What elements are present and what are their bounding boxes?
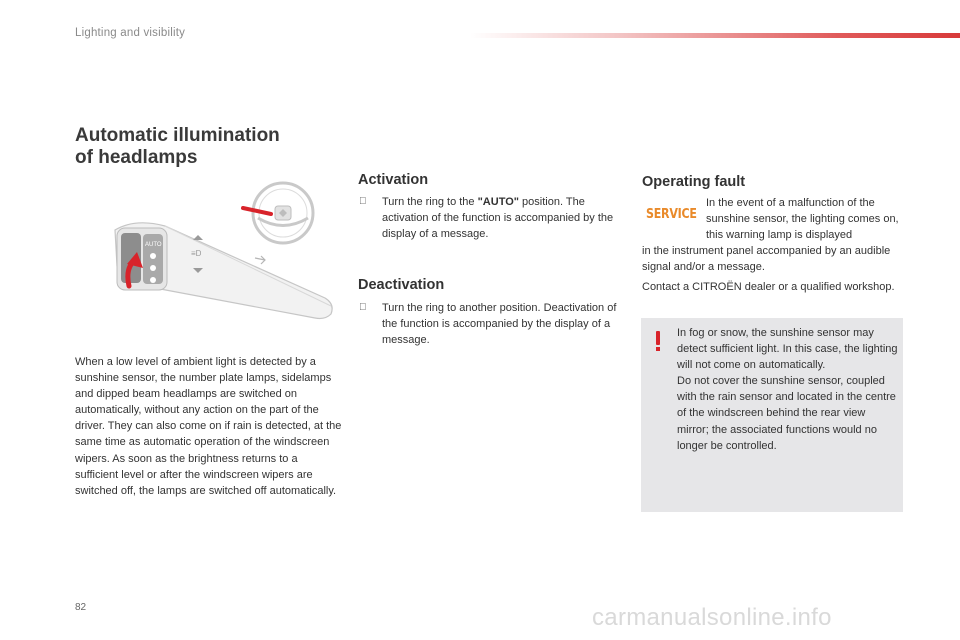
activation-heading: Activation — [358, 172, 429, 188]
bullet-marker-icon — [359, 300, 367, 316]
fault-text-cont: in the instrument panel accompanied by an audible signal and/or a message. — [642, 245, 891, 273]
page-title-line2: of headlamps — [75, 147, 198, 168]
auto-ring-label: AUTO — [145, 242, 162, 248]
activation-text — [382, 194, 622, 242]
fault-contact-text: Contact a CITROËN dealer or a qualified workshop. — [642, 281, 895, 293]
activation-text-after: position. The activation of the function is accompanied by the display of a message. — [382, 196, 614, 240]
page-title — [75, 125, 355, 169]
bullet-marker-icon — [359, 194, 367, 210]
activation-auto-label: "AUTO" — [477, 196, 519, 208]
note-paragraph-2: Do not cover the sunshine sensor, coupled with the rain sensor and located in the centre of the windscreen behind the rear view mirror; the associated functions would no longer be controlled. — [677, 375, 896, 452]
activation-text-before: Turn the ring to the — [382, 196, 478, 208]
note-paragraph-1: In fog or snow, the sunshine sensor may detect sufficient light. In this case, the lighting will not come on automatically. — [677, 327, 898, 372]
lighting-stalk-illustration — [95, 178, 340, 328]
page-title-line1: Automatic illumination — [75, 125, 280, 146]
watermark: carmanualsonline.info — [592, 604, 832, 631]
stalk-highlight-arrow — [243, 208, 271, 214]
deactivation-item — [359, 300, 624, 350]
deactivation-heading: Deactivation — [358, 277, 445, 293]
deactivation-text: Turn the ring to another position. Deactivation of the function is accompanied by the display of a message. — [382, 302, 617, 346]
service-warning-icon: SERVICE — [646, 206, 697, 222]
svg-text:≡D: ≡D — [191, 249, 202, 258]
page-number: 82 — [75, 602, 87, 613]
intro-paragraph: When a low level of ambient light is detected by a sunshine sensor, the number plate lamps, sidelamps and dipped beam headlamps are switched on automatically, without any action on the part of the driver. They can also come on if rain is detected, at the same time as automatic operation of the windscreen wipers. As soon as the brightness returns to a sufficient level or after the windscreen wipers are switched off, the lamps are switched off automatically. — [75, 356, 342, 497]
fault-text-first: In the event of a malfunction of the sunshine sensor, the lighting comes on, this warning lamp is displayed — [706, 197, 899, 241]
section-header: Lighting and visibility — [75, 27, 186, 39]
activation-item — [359, 194, 624, 244]
operating-fault-heading: Operating fault — [642, 174, 746, 190]
note-text — [677, 325, 899, 454]
header-accent-bar — [470, 33, 960, 38]
warning-exclamation-icon — [653, 330, 663, 352]
